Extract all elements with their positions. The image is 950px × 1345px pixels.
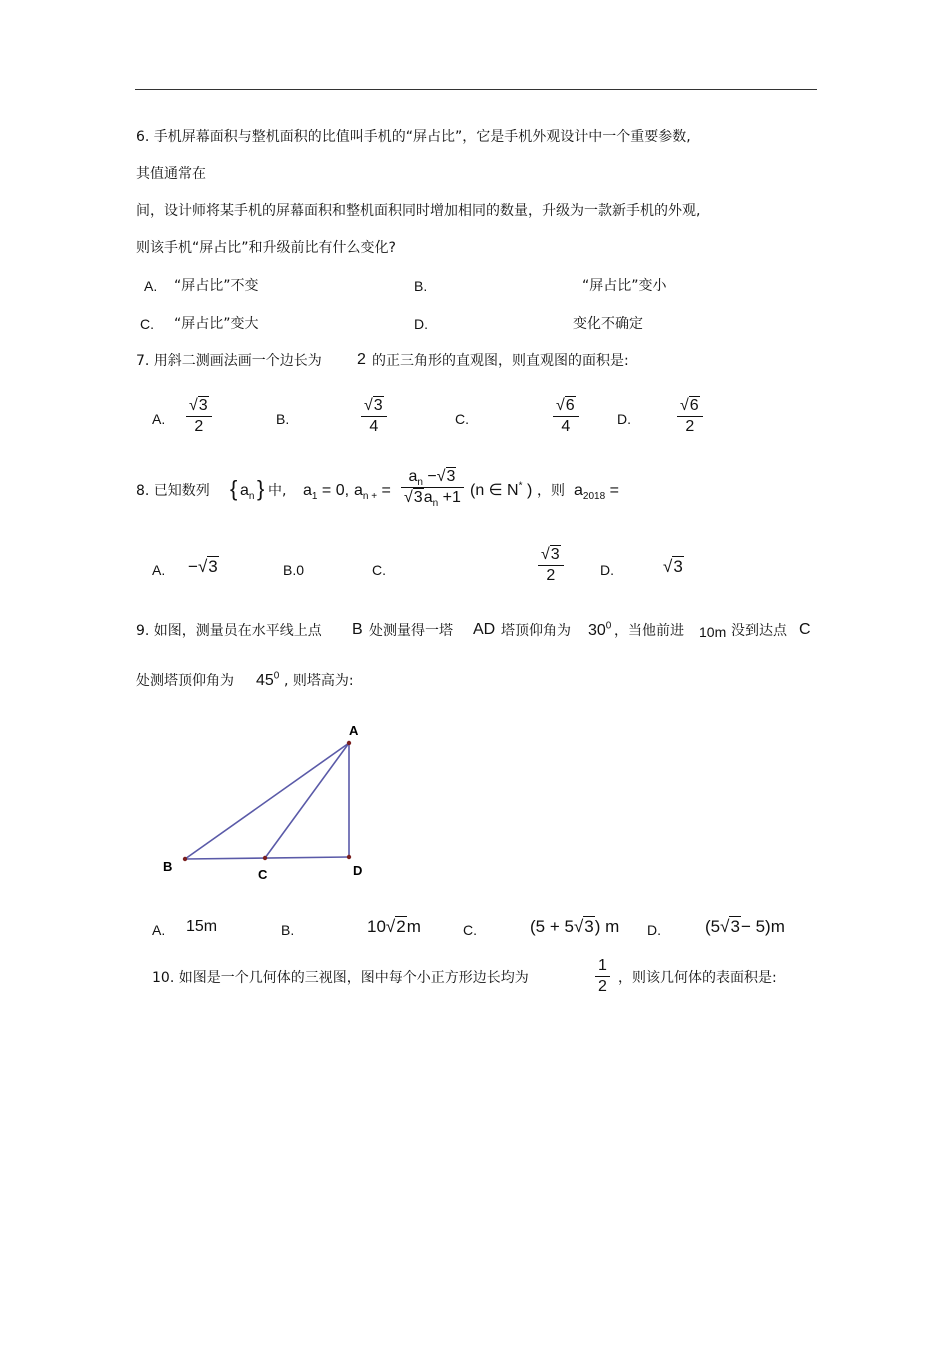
q6-option-d-text: 变化不确定 [573, 316, 643, 332]
q9-point-c: C [799, 621, 811, 638]
q6-option-a-text: “屏占比”不变 [174, 278, 259, 294]
q6-option-b-label: B. [414, 278, 428, 294]
q9-segment-ad: AD [473, 621, 496, 638]
q8-option-a-value: −√3 [188, 557, 218, 576]
q9-stem-part1: 9. 如图，测量员在水平线上点 [136, 623, 322, 639]
q7-option-a-denominator: 2 [194, 418, 204, 435]
q7-option-c-denominator: 4 [561, 418, 571, 435]
q7-option-b-denominator: 4 [369, 418, 379, 435]
q8-option-c-fraction: $\frac{√3}{2}$ [538, 545, 564, 586]
q7-stem-part2: 的正三角形的直观图，则直观图的面积是: [372, 353, 629, 369]
q9-option-d-label: D. [647, 922, 661, 938]
q9-stem-part5: 没到达点 [731, 623, 787, 639]
q9-line2-part1: 处测塔顶仰角为 [136, 673, 234, 689]
label-a: A [349, 723, 359, 738]
q9-stem-part2: 处测量得一塔 [369, 623, 453, 639]
q6-option-a-label: A. [144, 278, 158, 294]
q9-option-c-value: (5 + 5√3) m [530, 917, 620, 936]
q7-option-b-radicand: 3 [373, 397, 383, 414]
q7-option-d-denominator: 2 [685, 418, 695, 435]
q9-tower-diagram [150, 715, 400, 890]
q9-distance: 10m [699, 624, 727, 640]
q7-option-c-label: C. [455, 411, 469, 427]
q9-option-b-value: 10√2m [367, 917, 421, 936]
q6-line1: 6. 手机屏幕面积与整机面积的比值叫手机的“屏占比”，它是手机外观设计中一个重要参数, [136, 129, 691, 145]
q8-recurrence-lhs: $a_{n +}$ = [354, 482, 391, 503]
q10-stem-part1: 10. 如图是一个几何体的三视图，图中每个小正方形边长均为 [152, 970, 529, 986]
q8-initial-term: $a_1 = 0$, [303, 482, 350, 503]
q7-option-c-fraction: $\frac{√6}{4}$ [553, 396, 579, 437]
q9-angle-45: $45^0$ [256, 670, 280, 689]
q9-angle-30: $30^0$ [588, 620, 612, 639]
q9-option-c-label: C. [463, 922, 477, 938]
q9-point-b: B [352, 621, 363, 638]
q8-stem-zhong: 中, [268, 483, 287, 499]
label-b: B [163, 859, 173, 874]
q8-target-term: $a_{2018}$ = [574, 482, 619, 503]
q7-stem-part1: 7. 用斜二测画法画一个边长为 [136, 353, 322, 369]
q7-option-a-radicand: 3 [198, 397, 208, 414]
q6-line3: 间，设计师将某手机的屏幕面积和整机面积同时增加相同的数量，升级为一款新手机的外观, [136, 203, 701, 219]
label-c: C [258, 867, 268, 882]
q7-option-d-radicand: 6 [689, 397, 699, 414]
q6-line2: 其值通常在 [136, 166, 206, 182]
vertex-a [347, 741, 351, 745]
label-d: D [353, 863, 363, 878]
q8-stem-ze: ，则 [537, 483, 565, 499]
q8-option-d-label: D. [600, 562, 614, 578]
q7-option-b-fraction: $\frac{√3}{4}$ [361, 396, 387, 437]
q8-stem-part1: 8. 已知数列 [136, 483, 210, 499]
q6-line4: 则该手机“屏占比”和升级前比有什么变化? [136, 240, 396, 256]
vertex-b [183, 857, 187, 861]
q9-option-a-label: A. [152, 922, 166, 938]
vertex-c [263, 856, 267, 860]
q9-line2-part2: , 则塔高为: [284, 673, 354, 689]
q6-option-b-text: “屏占比”变小 [582, 278, 667, 294]
q7-option-a-label: A. [152, 411, 166, 427]
q8-domain-condition: (n ∈ N* ) [470, 480, 533, 499]
q6-option-c-label: C. [140, 316, 154, 332]
q7-option-b-label: B. [276, 411, 290, 427]
q7-option-a-fraction: $\frac{√3}{2}$ [186, 396, 212, 437]
q7-option-d-fraction: $\frac{√6}{2}$ [677, 396, 703, 437]
q9-option-d-value: (5√3− 5)m [705, 917, 785, 936]
q6-option-d-label: D. [414, 316, 428, 332]
line-ab [185, 743, 349, 859]
q8-option-d-value: √3 [663, 557, 683, 576]
q9-stem-part3: 塔顶仰角为 [501, 623, 571, 639]
q9-option-b-label: B. [281, 922, 295, 938]
q7-option-d-label: D. [617, 411, 631, 427]
q6-option-c-text: “屏占比”变大 [174, 316, 259, 332]
q10-stem-part2: ，则该几何体的表面积是: [618, 970, 777, 986]
vertex-d [347, 855, 351, 859]
line-ac [265, 743, 349, 858]
q10-fraction: $\frac{1}{2}$ [595, 956, 610, 997]
q8-recurrence-fraction: $\frac{a_n -√3}{√3a_n +1}$ [401, 467, 464, 508]
q7-option-c-radicand: 6 [565, 397, 575, 414]
q8-option-a-label: A. [152, 562, 166, 578]
q8-sequence-brace-open: { [230, 476, 238, 501]
q8-option-b: B.0 [283, 562, 305, 578]
q8-option-c-label: C. [372, 562, 386, 578]
q8-sequence-symbol: $a_n$ [240, 482, 255, 503]
header-rule [135, 89, 817, 90]
q9-stem-part4: ，当他前进 [614, 623, 684, 639]
q8-sequence-brace-close: } [257, 476, 265, 501]
q9-option-a-value: 15m [186, 918, 218, 935]
q7-side-length: 2 [357, 351, 366, 368]
